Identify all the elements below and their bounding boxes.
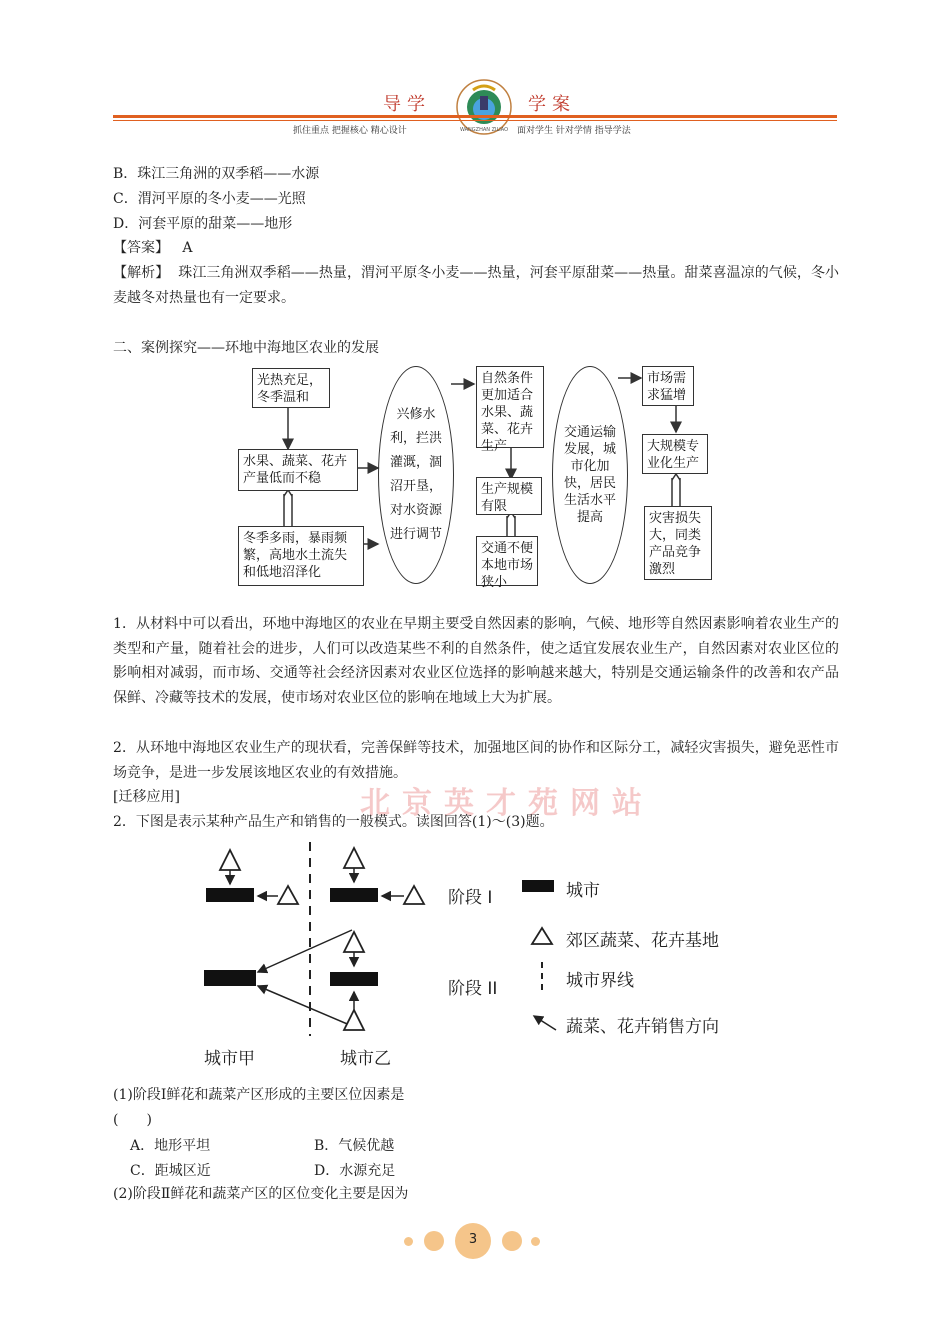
svg-text:WANGZHAN ZILIAO: WANGZHAN ZILIAO [459,127,509,133]
header-right-title: 学案 [528,94,576,115]
box-transport-poor: 交通不便本地市场狭小 [476,536,538,586]
stage-1-label: 阶段 I [448,888,493,908]
box-fruit-output: 水果、蔬菜、花卉产量低而不稳 [238,449,358,491]
watermark: 北京英才苑网站 [360,786,654,821]
q2-1-option-a: A．地形平坦 [130,1138,211,1154]
header-rule-thick [113,115,837,118]
header-rule-thin [113,120,837,121]
section-title: 二、案例探究——环地中海地区农业的发展 [113,340,379,356]
logo-emblem [455,78,513,136]
legend-base: 郊区蔬菜、花卉基地 [566,931,719,951]
option-c: C．渭河平原的冬小麦——光照 [113,191,306,207]
header-right-slogan: 面对学生 针对学情 指导学法 [517,126,631,136]
analysis-text: 珠江三角洲双季稻——热量，渭河平原冬小麦——热量，河套平原甜菜——热量。甜菜喜温凉的气候，冬小麦越冬对热量也有一定要求。 [113,265,840,306]
box-light-heat: 光热充足，冬季温和 [252,368,330,408]
box-market-demand: 市场需求猛增 [642,366,694,406]
box-scale-limited: 生产规模有限 [476,477,542,515]
point-2: 2．从环地中海地区农业生产的现状看，完善保鲜等技术，加强地区间的协作和区际分工，减轻灾害损失，避免恶性市场竞争，是进一步发展该地区农业的有效措施。 [113,740,839,781]
production-sales-figure [200,836,756,1072]
answer-line [113,236,839,261]
q2-1-option-c: C．距城区近 [130,1163,211,1179]
legend-arrow: 蔬菜、花卉销售方向 [566,1017,719,1037]
header-left-slogan: 抓住重点 把握核心 精心设计 [293,126,407,136]
footer-dot [404,1237,413,1246]
analysis-label: 【解析】 [113,265,170,281]
legend-city: 城市 [566,881,600,901]
footer-dot [502,1231,522,1251]
option-d: D．河套平原的甜菜——地形 [113,216,293,232]
point-1: 1．从材料中可以看出，环地中海地区的农业在早期主要受自然因素的影响，气候、地形等自然因素影响着农业生产的类型和产量，随着社会的进步，人们可以改造某些不利的自然条件，使之适宜发展农业生产，自然因素对农业区位的影响相对减弱，而市场、交通等社会经济因素对农业区位选择的影响越来越大，特别是交通运输条件的改善和农产品保鲜、冷藏等技术的发展，使市场对农业区位的影响在地域上大为扩展。 [113,616,839,706]
city-b-label: 城市乙 [340,1049,391,1069]
stage-2-label: 阶段 II [448,979,498,999]
answer-value: A [182,240,193,256]
ellipse-transport-dev: 交通运输发展，城市化加快，居民生活水平提高 [552,366,628,584]
box-winter-rain: 冬季多雨，暴雨频繁，高地水土流失和低地沼泽化 [238,526,364,586]
box-natural-conditions: 自然条件更加适合水果、蔬菜、花卉生产 [476,366,544,448]
box-large-scale: 大规模专业化生产 [642,434,708,474]
q2-1-option-d: D．水源充足 [314,1163,396,1179]
ellipse-water-works: 兴修水利，拦洪灌溉，涸沼开垦，对水资源进行调节 [378,366,454,584]
answer-label: 【答案】 [113,240,169,256]
footer-dot [531,1237,540,1246]
q2-1-option-b: B．气候优越 [314,1138,395,1154]
option-b: B．珠江三角洲的双季稻——水源 [113,166,320,182]
page-number: 3 [468,1232,478,1247]
question-2-stem: 2．下图是表示某种产品生产和销售的一般模式。读图回答(1)～(3)题。 [113,814,554,830]
transfer-title: [迁移应用] [113,789,180,805]
city-a-label: 城市甲 [204,1049,255,1069]
flow-diagram [236,364,714,589]
q2-2-stem: (2)阶段Ⅱ鲜花和蔬菜产区的区位变化主要是因为 [113,1186,409,1202]
legend-border: 城市界线 [566,971,634,991]
analysis-paragraph [113,261,839,310]
header-left-title: 导学 [383,94,431,115]
box-disaster-loss: 灾害损失大，同类产品竞争激烈 [644,506,712,580]
q2-1-paren: ( ) [113,1112,152,1128]
footer-dot [424,1231,444,1251]
q2-1-stem: (1)阶段Ⅰ鲜花和蔬菜产区形成的主要区位因素是 [113,1087,405,1103]
